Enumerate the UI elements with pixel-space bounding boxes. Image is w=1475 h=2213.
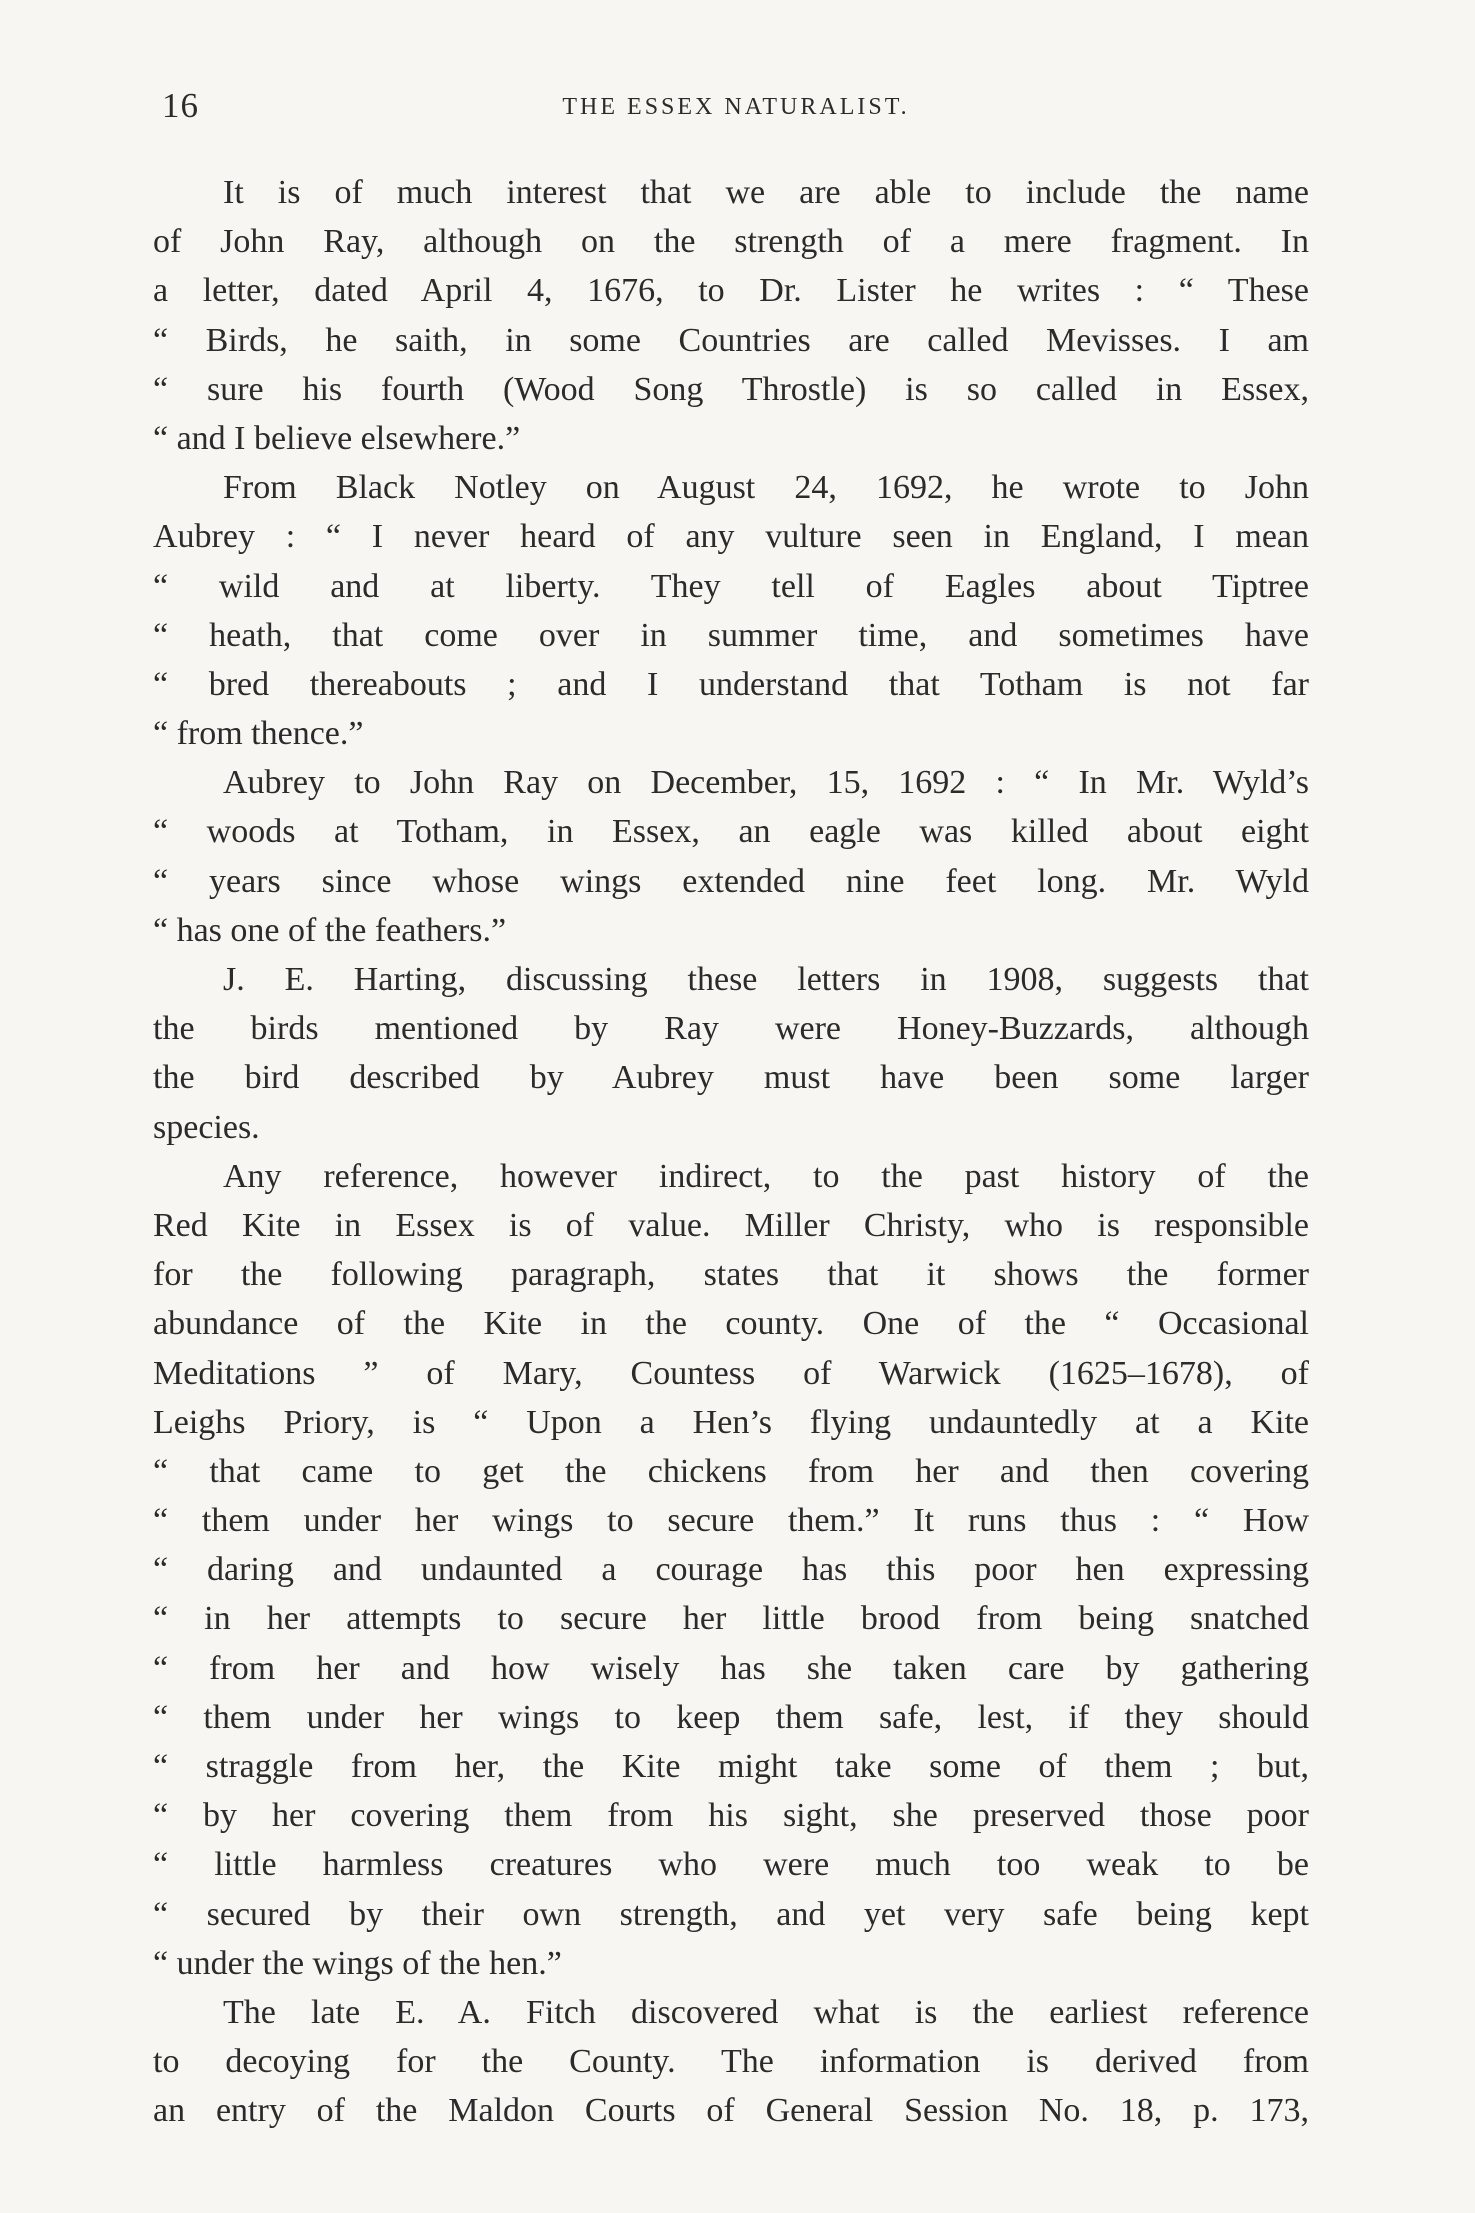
text-line: “ from thence.” [153,715,364,753]
text-line: J. E. Harting, discussing these letters in 1908, suggests that [223,961,1309,998]
paragraph-black-notley [153,463,1309,758]
text-line: “ woods at Totham, in Essex, an eagle was killed about eight [153,813,1309,851]
text-line: of John Ray, although on the strength of a mere fragment. In [153,223,1309,261]
text-line: species. [153,1108,260,1146]
text-line: Meditations ” of Mary, Countess of Warwick (1625–1678), of [153,1354,1309,1392]
text-line: “ years since whose wings extended nine feet long. Mr. Wyld [153,862,1309,900]
text-line: “ has one of the feathers.” [153,911,507,949]
text-line: for the following paragraph, states that it shows the former [153,1256,1309,1294]
text-line: “ daring and undaunted a courage has this poor hen expressing [153,1551,1309,1589]
text-line: “ from her and how wisely has she taken care by gathering [153,1649,1309,1687]
journal-title: THE ESSEX NATURALIST. [562,94,910,120]
text-line: The late E. A. Fitch discovered what is the earliest reference [223,1993,1309,2031]
text-line: “ and I believe elsewhere.” [153,419,521,457]
text-line: From Black Notley on August 24, 1692, he wrote to John [223,469,1309,507]
text-line: “ sure his fourth (Wood Song Throstle) is so called in Essex, [153,370,1309,408]
text-line: “ under the wings of the hen.” [153,1944,562,1982]
text-line: “ that came to get the chickens from her and then covering [153,1452,1309,1490]
text-line: “ Birds, he saith, in some Countries are called Mevisses. I am [153,321,1309,359]
text-line: Aubrey to John Ray on December, 15, 1692 : “ In Mr. Wyld’s [223,764,1309,802]
paragraph-john-ray-letter [153,168,1309,463]
text-line: Aubrey : “ I never heard of any vulture seen in England, I mean [153,518,1309,556]
text-line: “ them under her wings to keep them safe, lest, if they should [153,1698,1309,1736]
text-line: It is of much interest that we are able to include the name [223,174,1309,211]
text-line: “ heath, that come over in summer time, and sometimes have [153,616,1309,654]
text-line: abundance of the Kite in the county. One of the “ Occasional [153,1305,1309,1343]
text-line: Leighs Priory, is “ Upon a Hen’s flying undauntedly at a Kite [153,1403,1309,1441]
text-line: Red Kite in Essex is of value. Miller Christy, who is responsible [153,1206,1309,1244]
paragraph-harting [153,955,1309,1152]
text-line: “ straggle from her, the Kite might take some of them ; but, [153,1748,1309,1785]
text-line: “ bred thereabouts ; and I understand that Totham is not far [153,665,1309,703]
page-number: 16 [162,86,199,125]
text-line: to decoying for the County. The information is derived from [153,2043,1309,2081]
text-line: “ secured by their own strength, and yet very safe being kept [153,1895,1309,1933]
paragraph-red-kite [153,1152,1309,1988]
text-line: “ little harmless creatures who were much too weak to be [153,1846,1309,1884]
body-text [153,168,1309,2136]
text-line: “ by her covering them from his sight, she preserved those poor [153,1797,1309,1835]
text-line: a letter, dated April 4, 1676, to Dr. Lister he writes : “ These [153,272,1309,310]
text-line: Any reference, however indirect, to the past history of the [223,1157,1309,1195]
paragraph-aubrey-to-ray [153,758,1309,955]
text-line: “ in her attempts to secure her little brood from being snatched [153,1600,1309,1638]
text-line: the bird described by Aubrey must have been some larger [153,1059,1309,1097]
running-head [162,86,1310,134]
text-line: “ them under her wings to secure them.” It runs thus : “ How [153,1502,1309,1540]
text-line: “ wild and at liberty. They tell of Eagles about Tiptree [153,567,1309,605]
text-line: the birds mentioned by Ray were Honey-Buzzards, although [153,1010,1309,1048]
text-line: an entry of the Maldon Courts of General Session No. 18, p. 173, [153,2092,1309,2130]
paragraph-fitch-decoying [153,1988,1309,2136]
